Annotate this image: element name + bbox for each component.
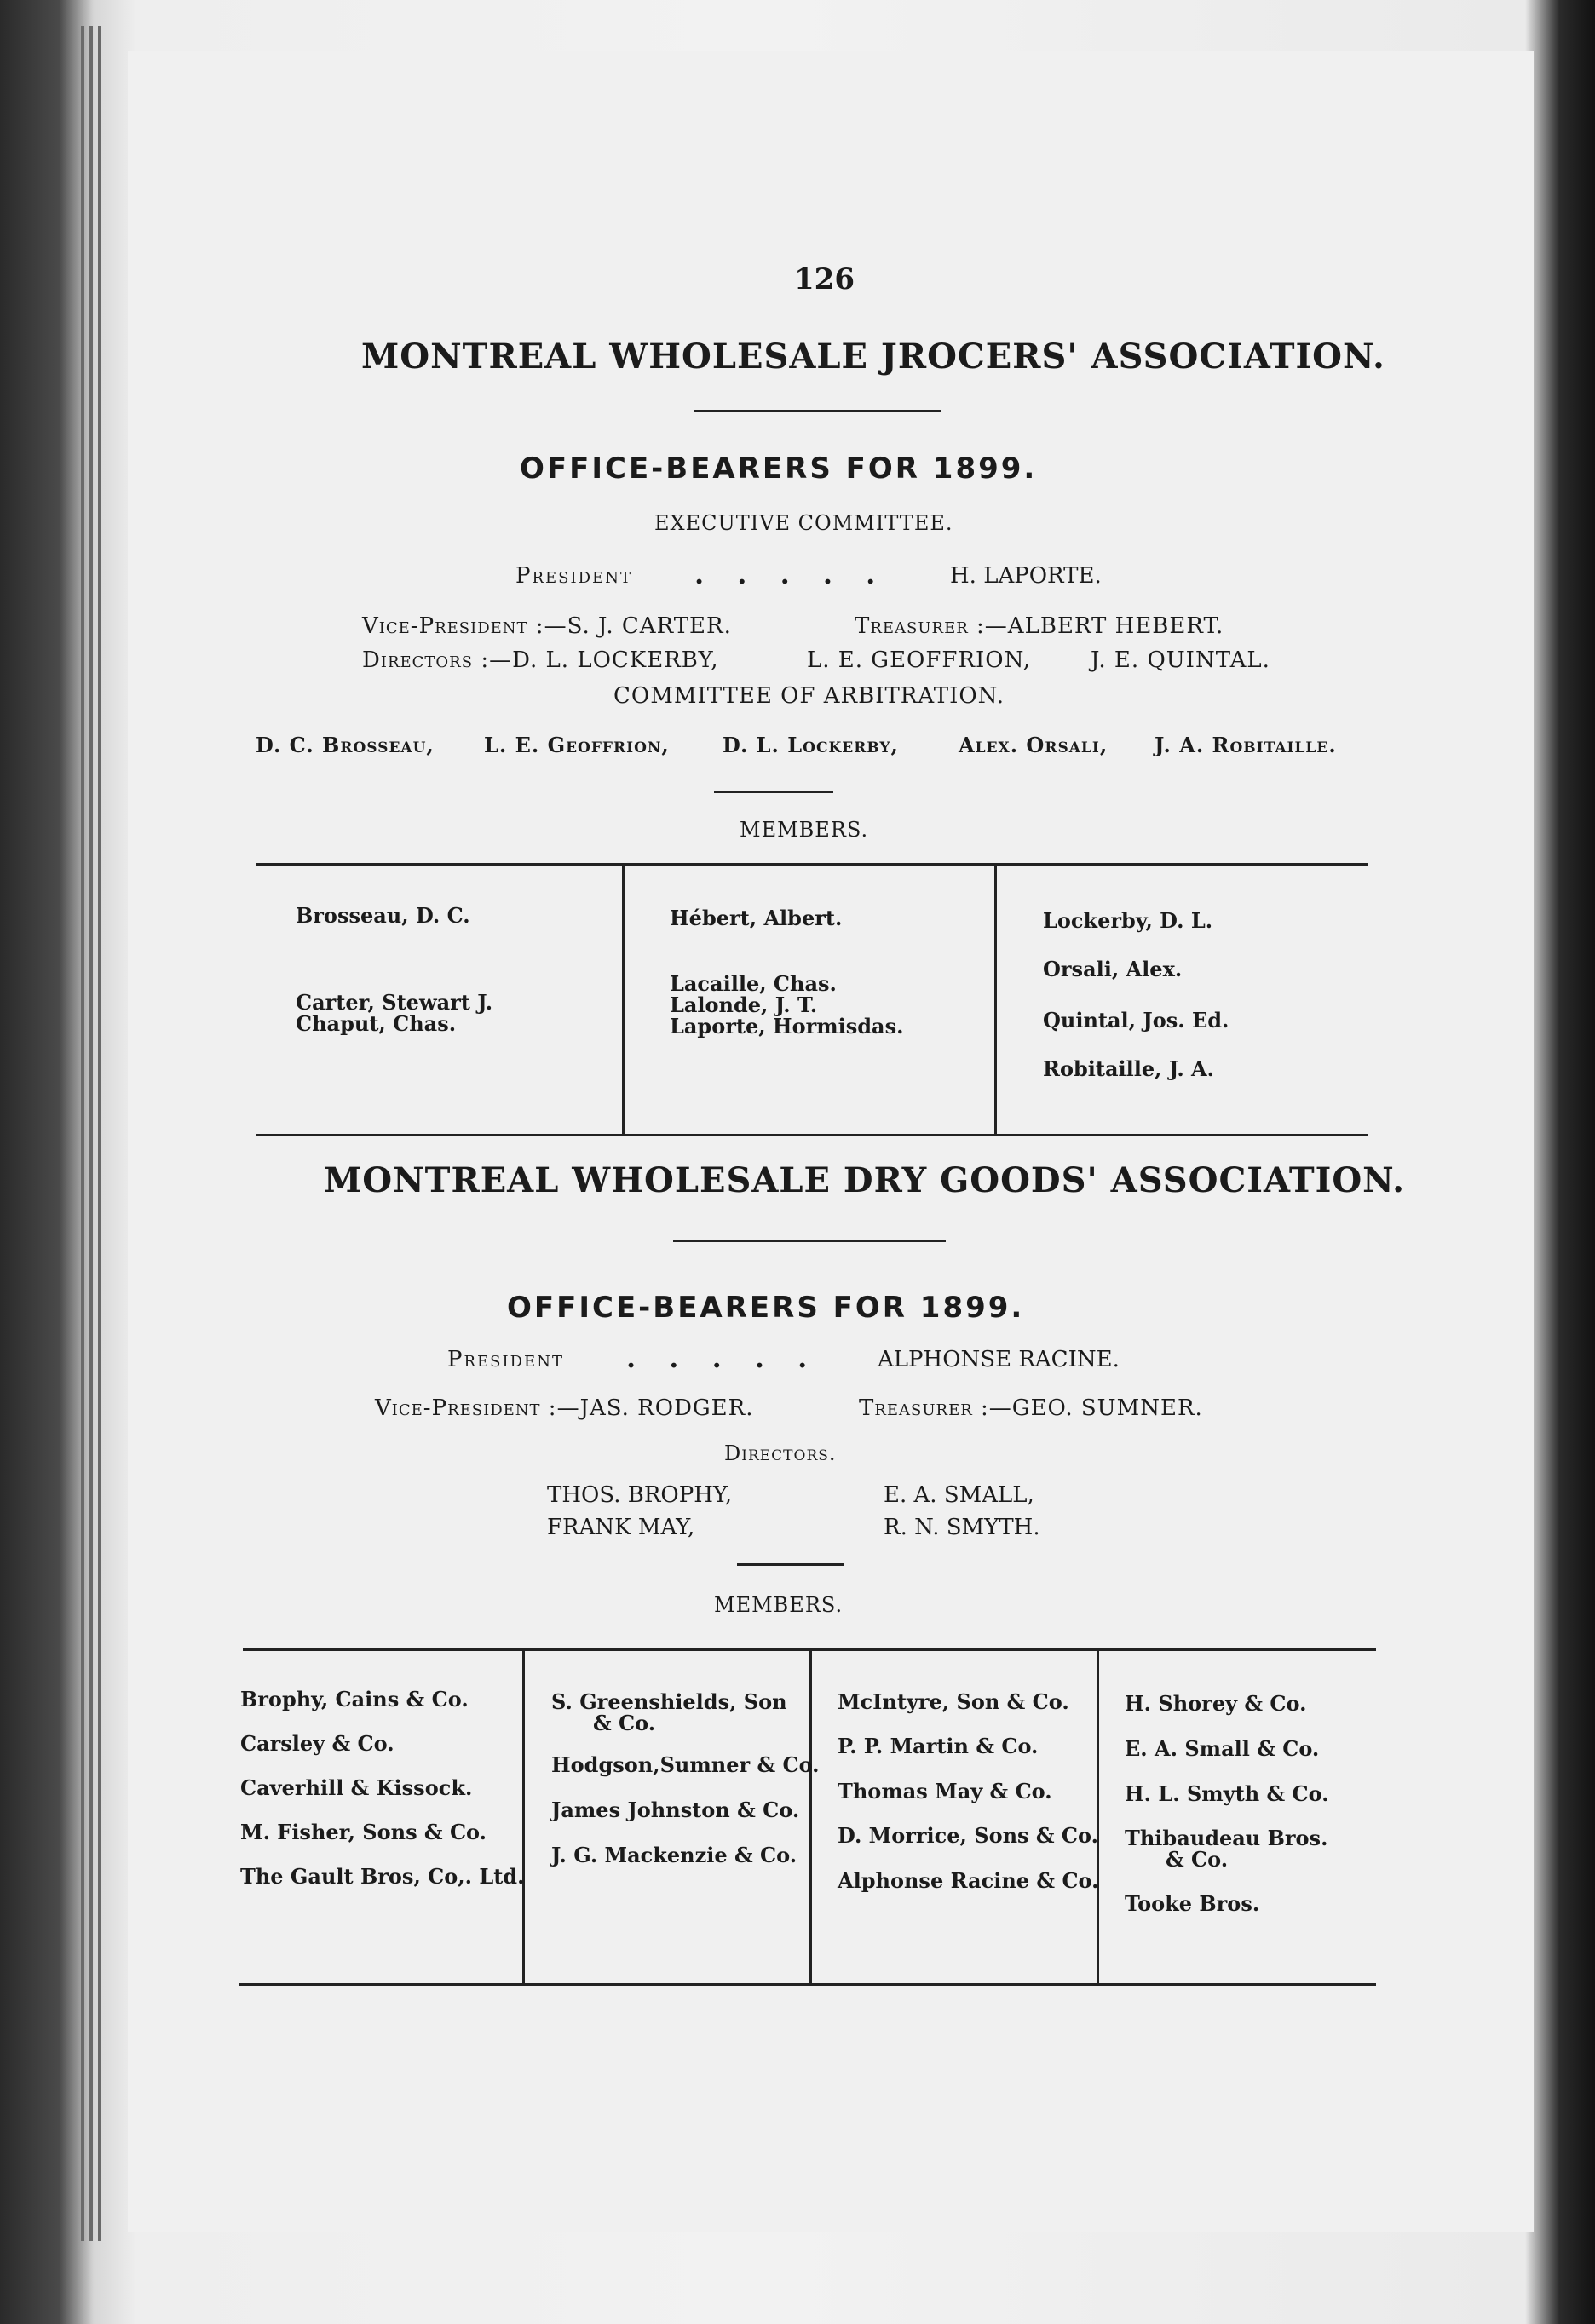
member-name: Tooke Bros. <box>1125 1891 1260 1916</box>
member-name: Brophy, Cains & Co. <box>240 1687 469 1711</box>
president-name: H. LAPORTE. <box>950 563 1102 589</box>
document-page <box>128 51 1534 2232</box>
member-name: E. A. Small & Co. <box>1125 1736 1320 1761</box>
member-name: Lalonde, J. T. <box>670 992 818 1017</box>
director-name: R. N. SMYTH. <box>884 1515 1040 1540</box>
arbitration-member: L. E. Geoffrion, <box>484 733 670 757</box>
member-name: Quintal, Jos. Ed. <box>1043 1008 1229 1033</box>
page-edge <box>81 26 84 2241</box>
vice-president: Vice-President :—S. J. CARTER. <box>362 613 732 639</box>
table-bottom-rule <box>256 1134 1368 1136</box>
member-name: Lacaille, Chas. <box>670 971 837 996</box>
table-top-rule <box>256 863 1368 866</box>
director-name: FRANK MAY, <box>547 1515 695 1540</box>
arbitration-member: Alex. Orsali, <box>959 733 1108 757</box>
divider <box>694 410 941 412</box>
member-name: Orsali, Alex. <box>1043 957 1183 981</box>
grocers-office-heading: OFFICE-BEARERS FOR 1899. <box>520 452 1038 486</box>
member-name: James Johnston & Co. <box>551 1798 800 1822</box>
member-name: McIntyre, Son & Co. <box>838 1689 1069 1714</box>
member-name: Hébert, Albert. <box>670 906 843 930</box>
member-name: M. Fisher, Sons & Co. <box>240 1820 487 1844</box>
president-dots: . . . . . <box>626 1342 820 1374</box>
member-name: Robitaille, J. A. <box>1043 1056 1214 1081</box>
table-column-divider <box>622 863 625 1134</box>
page-edge <box>89 26 93 2241</box>
treasurer: Treasurer :—ALBERT HEBERT. <box>855 613 1224 639</box>
member-name: Laporte, Hormisdas. <box>670 1014 904 1038</box>
member-name: D. Morrice, Sons & Co. <box>838 1823 1098 1848</box>
table-column-divider <box>1097 1648 1099 1983</box>
president-label: President <box>515 563 632 589</box>
member-name: Carsley & Co. <box>240 1731 394 1756</box>
member-name: Lockerby, D. L. <box>1043 908 1213 933</box>
member-name: H. L. Smyth & Co. <box>1125 1781 1329 1806</box>
member-name: The Gault Bros, Co,. Ltd. <box>240 1864 525 1889</box>
president-name: ALPHONSE RACINE. <box>878 1347 1120 1372</box>
table-bottom-rule <box>239 1983 1376 1986</box>
directors-line: Directors :—D. L. LOCKERBY, <box>362 647 719 673</box>
divider <box>737 1563 844 1566</box>
arbitration-heading: COMMITTEE OF ARBITRATION. <box>613 683 1005 709</box>
member-name: & Co. <box>1166 1847 1229 1872</box>
vice-president: Vice-President :—JAS. RODGER. <box>375 1395 754 1421</box>
drygoods-title: MONTREAL WHOLESALE DRY GOODS' ASSOCIATION. <box>324 1160 1406 1200</box>
arbitration-member: D. C. Brosseau, <box>256 733 435 757</box>
director-name: THOS. BROPHY, <box>547 1482 732 1508</box>
member-name: Hodgson,Sumner & Co. <box>551 1752 820 1777</box>
president-dots: . . . . . <box>694 558 888 590</box>
member-name: S. Greenshields, Son <box>551 1689 787 1714</box>
member-name: H. Shorey & Co. <box>1125 1691 1307 1716</box>
page-number: 126 <box>794 262 855 296</box>
table-column-divider <box>994 863 997 1134</box>
grocers-members-heading: MEMBERS. <box>740 818 869 842</box>
member-name: Thibaudeau Bros. <box>1125 1826 1328 1850</box>
divider <box>673 1240 946 1242</box>
table-column-divider <box>809 1648 812 1983</box>
member-name: & Co. <box>593 1711 656 1735</box>
grocers-title: MONTREAL WHOLESALE JROCERS' ASSOCIATION. <box>361 337 1385 377</box>
divider <box>714 791 833 793</box>
page-edge <box>98 26 101 2241</box>
member-name: Thomas May & Co. <box>838 1779 1052 1803</box>
member-name: Carter, Stewart J. <box>296 990 493 1015</box>
director-name: J. E. QUINTAL. <box>1091 647 1270 673</box>
drygoods-members-heading: MEMBERS. <box>714 1593 844 1617</box>
president-label: President <box>447 1347 564 1372</box>
executive-committee-heading: EXECUTIVE COMMITTEE. <box>654 511 953 535</box>
member-name: Brosseau, D. C. <box>296 903 470 928</box>
treasurer: Treasurer :—GEO. SUMNER. <box>859 1395 1203 1421</box>
directors-heading: Directors. <box>724 1441 837 1465</box>
arbitration-member: J. A. Robitaille. <box>1155 733 1337 757</box>
member-name: Chaput, Chas. <box>296 1011 457 1036</box>
drygoods-office-heading: OFFICE-BEARERS FOR 1899. <box>507 1291 1025 1325</box>
member-name: J. G. Mackenzie & Co. <box>551 1843 798 1867</box>
arbitration-member: D. L. Lockerby, <box>723 733 899 757</box>
member-name: Caverhill & Kissock. <box>240 1775 473 1800</box>
director-name: E. A. SMALL, <box>884 1482 1034 1508</box>
member-name: Alphonse Racine & Co. <box>838 1868 1099 1893</box>
table-column-divider <box>522 1648 525 1983</box>
member-name: P. P. Martin & Co. <box>838 1734 1039 1758</box>
director-name: L. E. GEOFFRION, <box>807 647 1031 673</box>
